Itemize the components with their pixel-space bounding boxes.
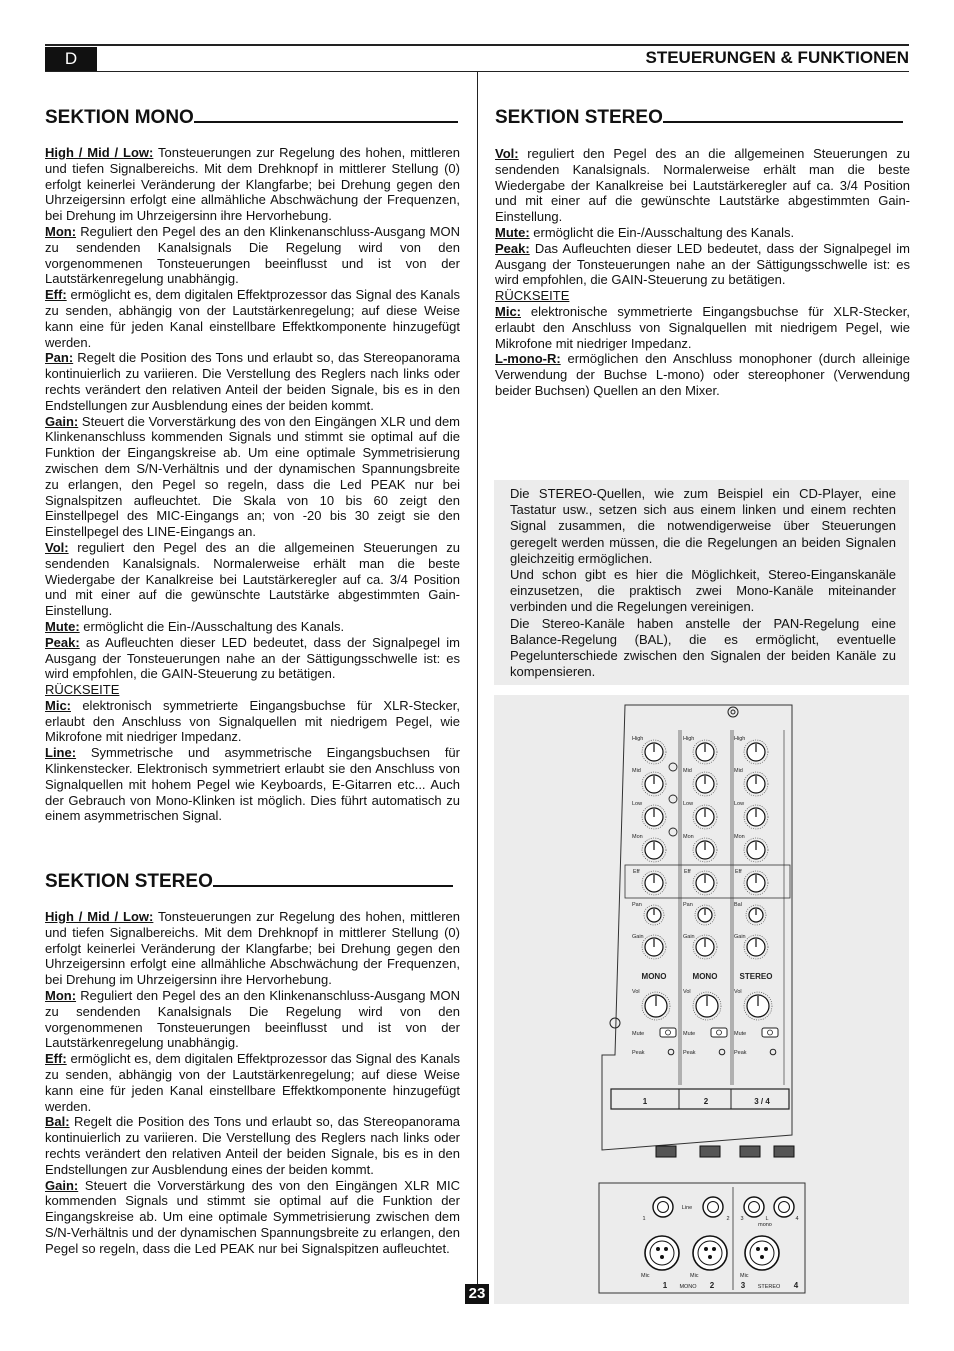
knob-label: Mid: [683, 768, 692, 774]
rear-number: 3: [740, 1281, 746, 1290]
stereo-section-body-left: [45, 909, 460, 1257]
term-label: Eff:: [45, 287, 67, 303]
knob-label: Pan: [683, 902, 693, 908]
header-rule: [45, 44, 909, 46]
paragraph: [495, 225, 910, 241]
screw-icon: [731, 710, 735, 714]
term-label: Gain:: [45, 1177, 79, 1193]
term-description: elektronische symmetrierte Eingangsbuchse für XLR-Stecker, erlaubt den Anschluss von Signalquellen mit niedrigem Pegel, wie Mikrofone mit niedriger Impedanz.: [495, 303, 910, 351]
term-description: elektronisch symmetrierte Eingangsbuchse für XLR-Stecker, erlaubt den Anschluss von Signalquellen mit niedrigem Pegel, wie Mikrofone mit niedriger Impedanz.: [45, 697, 460, 745]
rear-number: 2: [709, 1281, 715, 1290]
mute-button: [711, 1028, 727, 1037]
peak-led: [668, 1049, 674, 1055]
stereo-section-body-right: [495, 146, 910, 399]
paragraph: [45, 540, 460, 619]
term-label: Mic:: [45, 697, 71, 713]
rear-line-label: Line: [681, 1205, 693, 1211]
rear-mic-label: Mic: [641, 1273, 650, 1279]
connector-icon: [740, 1146, 760, 1157]
xlr-pin: [712, 1247, 716, 1251]
paragraph: [495, 146, 910, 225]
xlr-pin: [704, 1247, 708, 1251]
rear-number: 3: [740, 1216, 744, 1222]
term-label: Mic:: [495, 303, 521, 319]
term-label: Gain:: [45, 413, 79, 429]
term-description: Tonsteuerungen zur Regelung des hohen, mittleren und tiefen Signalbereichs. Mit dem Drehknopf in mittlerer Stellung (0) erfolgt keinerlei Veränderung der Klangfarbe; bei Drehung gegen den Uhrzeigersinn erfolgt eine allmähliche Abschwächung der Frequenzen, bei Drehung im Uhrzeigersinn ihre Hervorhebung.: [45, 145, 460, 224]
term-description: ermöglicht es, dem digitalen Effektprozessor das Signal des Kanals zu senden, abhängig von der Lautstärkenregelung; auf diese Weise kann eine für jeden Kanal einstellbare Effektkomponente hinzugefügt werden.: [45, 1051, 460, 1114]
term-description: Reguliert den Pegel des an den Klinkenanschluss-Ausgang MON zu sendenden Kanalsignals Die Regelung wird von den vorgenommenen Tonsteuerungen beeinflusst und ist von der Lautstärkenregelung unabhängig.: [45, 987, 460, 1051]
rear-lmono-label: mono: [758, 1222, 772, 1228]
xlr-pin: [656, 1247, 660, 1251]
note-paragraph: Und schon gibt es hier die Möglichkeit, Stereo-Einganskanäle einzusetzen, die praktisch zwei Mono-Kanäle miteinander verbinden und die Regelungen vereinigen.: [510, 567, 896, 615]
paragraph: [45, 988, 460, 1051]
knob-label: Vol: [734, 989, 742, 995]
knob-label: Gain: [632, 934, 644, 940]
page-number: 23: [465, 1284, 489, 1304]
xlr-pin: [760, 1255, 764, 1259]
jack-socket-icon: [703, 1197, 723, 1217]
paragraph: [45, 350, 460, 413]
paragraph: [45, 682, 460, 698]
term-label: High / Mid / Low:: [45, 145, 154, 160]
connector-icon: [700, 1146, 720, 1157]
paragraph: [495, 304, 910, 351]
knob-label: High: [683, 736, 695, 742]
section-title-stereo-right: SEKTION STEREO: [495, 107, 903, 129]
knob-label: Vol: [683, 989, 691, 995]
peak-led: [770, 1049, 776, 1055]
term-description: Steuert die Vorverstärkung des von den Eingängen XLR MIC kommenden Signals und stimmt sie optimal auf die Funktion der Eingangskreise ab. Um eine optimale Symmetrisierung zwischen dem S/N-Verhältnis und der dynamischen Spannungsbreite zu erlangen, den Pegel so regeln, dass die Led PEAK nur bei Signalspitzen aufleuchtet.: [45, 1177, 460, 1256]
term-label: Peak:: [45, 634, 80, 650]
term-description: reguliert den Pegel des an die allgemeinen Steuerungen zu sendenden Kanalsignals. Normalerweise erhält man die beste Wiedergabe der Kanalkreise bei Lautstärkeregler auf ca. 3/4 Position und mit einer auf die gewünschte Lautstärke abgestimmten Gain-Einstellung.: [495, 146, 910, 225]
xlr-pin: [756, 1247, 760, 1251]
knob-label: Mon: [683, 834, 694, 840]
knob-label: Gain: [734, 934, 746, 940]
xlr-pin: [764, 1247, 768, 1251]
term-label: Mute:: [495, 224, 530, 240]
term-label: Vol:: [495, 146, 519, 161]
channel-number: 1: [642, 1097, 648, 1106]
rear-number: 4: [793, 1281, 799, 1290]
channel-type-label: MONO: [692, 972, 718, 981]
term-description: Regelt die Position des Tons und erlaubt so, das Stereopanorama kontinuierlich zu variieren. Die Verstellung des Reglers nach links oder rechts verändert den relativen Anteil der beiden Signale, bis es in den Endstellungen zur Ausblendung eines der beiden kommt.: [45, 350, 460, 413]
language-badge: D: [45, 47, 97, 71]
term-label: Bal:: [45, 1114, 70, 1130]
term-description: Regelt die Position des Tons und erlaubt so, das Stereopanorama kontinuierlich zu variieren. Die Verstellung des Reglers nach links oder rechts verändert den relativen Anteil der beiden Signale, bis es in den Endstellungen zur Ausblendung eines der beiden kommt.: [45, 1114, 460, 1177]
mixer-top-panel: [602, 705, 792, 1150]
term-description: Steuert die Vorverstärkung des von den Eingängen XLR und dem Klinkenanschluss kommenden Signals und stimmt sie optimal auf die Funktion der Eingangskreise ab. Um eine optimale Symmetrisierung zwischen dem S/N-Verhältnis und der dynamischen Spannungsbreite zu erlangen, den Pegel so regeln, dass die Led PEAK nur bei Signalspitzen aufleuchtet. Die Skala von 10 bis 60 zeigt den Einstellpegel des MIC-Eingangs an; von -20 bis 30 zeigt sie den Einstellpegel des LINE-Eingangs an.: [45, 413, 460, 540]
rear-stereo-label: STEREO: [757, 1284, 781, 1290]
rear-number: 1: [642, 1216, 646, 1222]
subheading-rear: RÜCKSEITE: [45, 682, 120, 698]
term-label: Vol:: [45, 539, 69, 555]
stereo-info-box: [494, 480, 909, 685]
term-label: High / Mid / Low:: [45, 909, 154, 924]
xlr-pin: [660, 1255, 664, 1259]
knob-label: Mon: [632, 834, 643, 840]
peak-label: Peak: [734, 1050, 747, 1056]
mute-label: Mute: [632, 1031, 645, 1037]
rear-mono-label: MONO: [679, 1284, 697, 1290]
mute-label: Mute: [734, 1031, 747, 1037]
term-description: Tonsteuerungen zur Regelung des hohen, mittleren und tiefen Signalbereichs. Mit dem Drehknopf in mittlerer Stellung (0) erfolgt keinerlei Veränderung der Klangfarbe; bei Drehung gegen den Uhrzeigersinn erfolgt eine allmähliche Abschwächung der Frequenzen, bei Drehung im Uhrzeigersinn ihre Hervorhebung.: [45, 909, 460, 988]
knob-label: Mid: [632, 768, 641, 774]
knob-label: Eff: [684, 869, 691, 875]
term-label: Mute:: [45, 618, 80, 634]
term-description: ermöglicht die Ein-/Ausschaltung des Kanals.: [79, 618, 345, 634]
peak-label: Peak: [683, 1050, 696, 1056]
term-description: ermöglichen den Anschluss monophoner (durch alleinige Verwendung der Buchse L-mono) oder stereophoner (Verwendung beider Buchsen) Quellen an den Mixer.: [495, 351, 910, 398]
knob-label: Pan: [632, 902, 642, 908]
jack-socket-icon: [653, 1197, 673, 1217]
knob-label: High: [632, 736, 644, 742]
page-header-title: STEUERUNGEN & FUNKTIONEN: [645, 48, 909, 67]
channel-type-label: STEREO: [739, 972, 773, 981]
column-divider: [477, 72, 478, 1284]
rear-number: 1: [662, 1281, 668, 1290]
jack-socket-icon: [744, 1197, 764, 1217]
rear-number: 2: [726, 1216, 730, 1222]
knob-label: Eff: [633, 869, 640, 875]
mute-button: [660, 1028, 676, 1037]
rear-lmono-label: L: [765, 1216, 769, 1222]
rear-number: 4: [795, 1216, 799, 1222]
knob-label: Gain: [683, 934, 695, 940]
mute-button: [762, 1028, 778, 1037]
term-description: ermöglicht es, dem digitalen Effektprozessor das Signal des Kanals zu senden, abhängig von der Lautstärkenregelung; auf diese Weise kann eine für jeden Kanal einstellbare Effektkomponente hinzugefügt werden.: [45, 287, 460, 350]
rear-mic-label: Mic: [690, 1273, 699, 1279]
paragraph: [45, 635, 460, 682]
term-description: Das Aufleuchten dieser LED bedeutet, dass der Signalpegel im Ausgang der Tonsteuerungen nahe an der Sättigungsschwelle ist: es wird empfohlen, die GAIN-Steuerung zu betätigen.: [495, 240, 910, 288]
note-paragraph: Die STEREO-Quellen, wie zum Beispiel ein CD-Player, eine Tastatur usw., setzen sich aus einem linken und einem rechten Signal zusammen, die notwendigerweise über Steuerungen geregelt werden müssen, die die Regelungen an beiden Signalen gleichzeitig ermöglichen.: [510, 486, 896, 566]
paragraph: [45, 745, 460, 824]
knob-label: Eff: [735, 869, 742, 875]
knob-label: Low: [632, 801, 643, 807]
note-paragraph: Die Stereo-Kanäle haben anstelle der PAN-Regelung eine Balance-Regelung (BAL), die es ermöglicht, eventuelle Pegelunterschiede zwischen den Signalen der beiden Kanäle zu kompensieren.: [510, 615, 896, 680]
channel-type-label: MONO: [641, 972, 667, 981]
paragraph: [45, 1051, 460, 1114]
section-title-mono: SEKTION MONO: [45, 107, 458, 129]
knob-label: Low: [683, 801, 694, 807]
paragraph: [45, 145, 460, 224]
knob-label: Low: [734, 801, 745, 807]
paragraph: [45, 698, 460, 745]
term-label: Pan:: [45, 350, 74, 366]
jack-icon: [669, 763, 677, 771]
jack-socket-icon: [774, 1197, 794, 1217]
term-description: reguliert den Pegel des an die allgemeinen Steuerungen zu sendenden Kanalsignals. Normalerweise erhält man die beste Wiedergabe der Kanalkreise bei Lautstärkeregler auf ca. 3/4 Position und mit einer auf die gewünschte Lautstärke abgestimmten Gain-Einstellung.: [45, 539, 460, 619]
knob-label: Vol: [632, 989, 640, 995]
mono-section-body: [45, 145, 460, 824]
section-title-stereo-left: SEKTION STEREO: [45, 871, 453, 893]
term-description: as Aufleuchten dieser LED bedeutet, dass der Signalpegel im Ausgang der Tonsteuerungen nahe an der Sättigungsschwelle ist: es wird empfohlen, die GAIN-Steuerung zu betätigen.: [45, 634, 460, 682]
screw-icon: [728, 707, 738, 717]
paragraph: [45, 909, 460, 988]
term-label: Eff:: [45, 1051, 67, 1067]
connector-icon: [774, 1146, 794, 1157]
xlr-pin: [664, 1247, 668, 1251]
mixer-illustration: [494, 695, 909, 1304]
term-label: Mon:: [45, 223, 77, 239]
mute-label: Mute: [683, 1031, 696, 1037]
screw-icon: [610, 1018, 620, 1028]
subheading-rear: RÜCKSEITE: [495, 288, 570, 304]
mixer-diagram: [494, 695, 909, 1304]
connector-icon: [656, 1146, 676, 1157]
paragraph: [45, 1114, 460, 1177]
xlr-pin: [708, 1255, 712, 1259]
term-label: Peak:: [495, 240, 530, 256]
paragraph: [45, 1178, 460, 1257]
jack-icon: [669, 795, 677, 803]
paragraph: [45, 224, 460, 287]
jack-icon: [669, 828, 677, 836]
channel-number: 3 / 4: [754, 1097, 770, 1106]
paragraph: [495, 288, 910, 304]
knob-label: Mon: [734, 834, 745, 840]
term-label: L-mono-R:: [495, 351, 561, 367]
term-label: Mon:: [45, 987, 77, 1003]
peak-led: [719, 1049, 725, 1055]
paragraph: [495, 241, 910, 288]
rear-mic-label: Mic: [740, 1273, 749, 1279]
paragraph: [45, 414, 460, 540]
paragraph: [45, 619, 460, 635]
term-description: Symmetrische und asymmetrische Eingangsbuchsen für Klinkenstecker. Elektronisch symmetriert erlaubt sie den Anschluss von Signalquellen mit hohem Pegel wie Keyboards, E-Gitarren etc... Auch der Gebrauch von Mono-Klinken ist möglich. Dies führt automatisch zu einem asymmetrischen Signal.: [45, 745, 460, 824]
paragraph: [495, 351, 910, 398]
knob-label: Mid: [734, 768, 743, 774]
knob-label: Bal: [734, 902, 742, 908]
term-label: Line:: [45, 745, 77, 761]
knob-label: High: [734, 736, 746, 742]
channel-number: 2: [703, 1097, 709, 1106]
term-description: Reguliert den Pegel des an den Klinkenanschluss-Ausgang MON zu sendenden Kanalsignals Die Regelung wird von den vorgenommenen Tonsteuerungen beeinflusst und ist von der Lautstärkenregelung unabhängig.: [45, 223, 460, 287]
peak-label: Peak: [632, 1050, 645, 1056]
term-description: ermöglicht die Ein-/Ausschaltung des Kanals.: [529, 224, 795, 240]
paragraph: [45, 287, 460, 350]
